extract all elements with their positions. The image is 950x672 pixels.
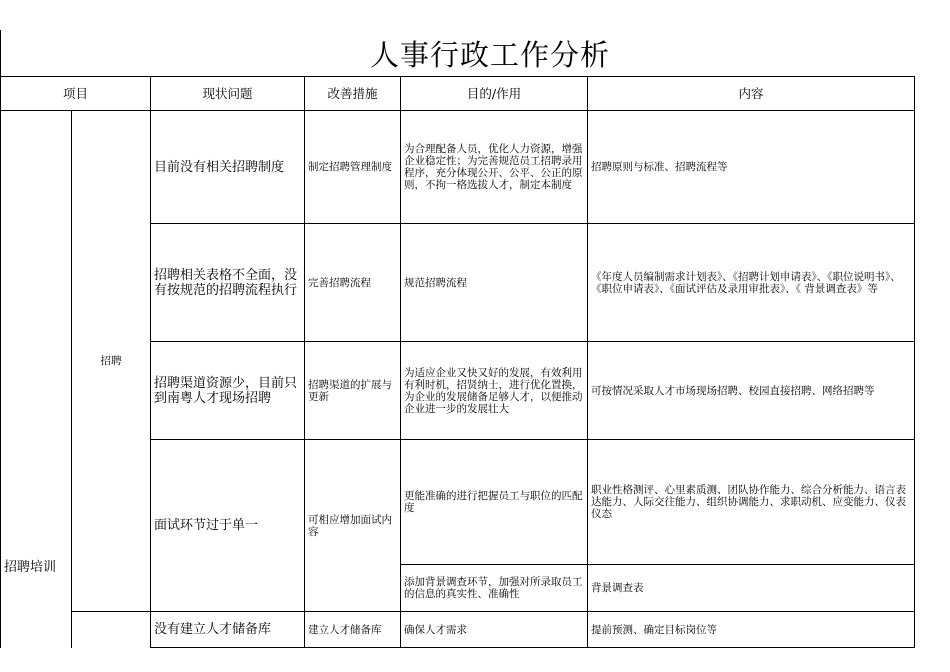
content-cell: 职业性格测评、心里素质测、团队协作能力、综合分析能力、语言表达能力、人际交往能力、组织协调能力、求职动机、应变能力、仪表仪态	[588, 440, 915, 565]
purpose-cell: 添加背景调查环节，加强对所录取员工的信息的真实性、准确性	[401, 565, 588, 612]
header-row	[1, 77, 915, 111]
table-row	[1, 111, 915, 224]
measure-cell: 建立人才储备库	[305, 612, 401, 648]
content-cell: 提前预测、确定目标岗位等	[588, 612, 915, 648]
measure-cell: 可相应增加面试内容	[305, 440, 401, 612]
category-cell: 招聘培训	[1, 111, 72, 648]
header-purpose: 目的/作用	[401, 77, 588, 111]
header-content: 内容	[588, 77, 915, 111]
content-cell: 背景调查表	[588, 565, 915, 612]
header-measure: 改善措施	[305, 77, 401, 111]
purpose-cell: 确保人才需求	[401, 612, 588, 648]
header-item: 项目	[1, 77, 151, 111]
purpose-cell: 规范招聘流程	[401, 224, 588, 342]
content-cell: 《年度人员编制需求计划表》、《招聘计划申请表》、《职位说明书》、《职位申请表》、《面试评估及录用审批表》、《 背景调查表》等	[588, 224, 915, 342]
measure-cell: 制定招聘管理制度	[305, 111, 401, 224]
measure-cell: 完善招聘流程	[305, 224, 401, 342]
analysis-table	[0, 76, 915, 648]
purpose-cell: 为合理配备人员，优化人力资源，增强企业稳定性；为完善规范员工招聘录用程序，充分体现公开、公平、公正的原则，不拘一格选拔人才，制定本制度	[401, 111, 588, 224]
problem-cell: 没有建立人才储备库	[151, 612, 305, 648]
page-title: 人事行政工作分析	[369, 37, 610, 72]
problem-cell: 招聘渠道资源少，目前只到南粤人才现场招聘	[151, 342, 305, 440]
problem-cell: 目前没有相关招聘制度	[151, 111, 305, 224]
header-problem: 现状问题	[151, 77, 305, 111]
purpose-cell: 更能准确的进行把握员工与职位的匹配度	[401, 440, 588, 565]
subcategory-empty-cell	[72, 612, 151, 648]
content-cell: 招聘原则与标准、招聘流程等	[588, 111, 915, 224]
subcategory-cell: 招聘	[72, 111, 151, 612]
measure-cell: 招聘渠道的扩展与更新	[305, 342, 401, 440]
purpose-cell: 为适应企业又快又好的发展，有效利用有利时机，招贤纳士，进行优化置换，为企业的发展储备足够人才，以便推动企业进一步的发展壮大	[401, 342, 588, 440]
problem-cell: 招聘相关表格不全面，没有按规范的招聘流程执行	[151, 224, 305, 342]
content-cell: 可按情况采取人才市场现场招聘、校园直接招聘、网络招聘等	[588, 342, 915, 440]
problem-cell: 面试环节过于单一	[151, 440, 305, 612]
table-row	[1, 612, 915, 648]
